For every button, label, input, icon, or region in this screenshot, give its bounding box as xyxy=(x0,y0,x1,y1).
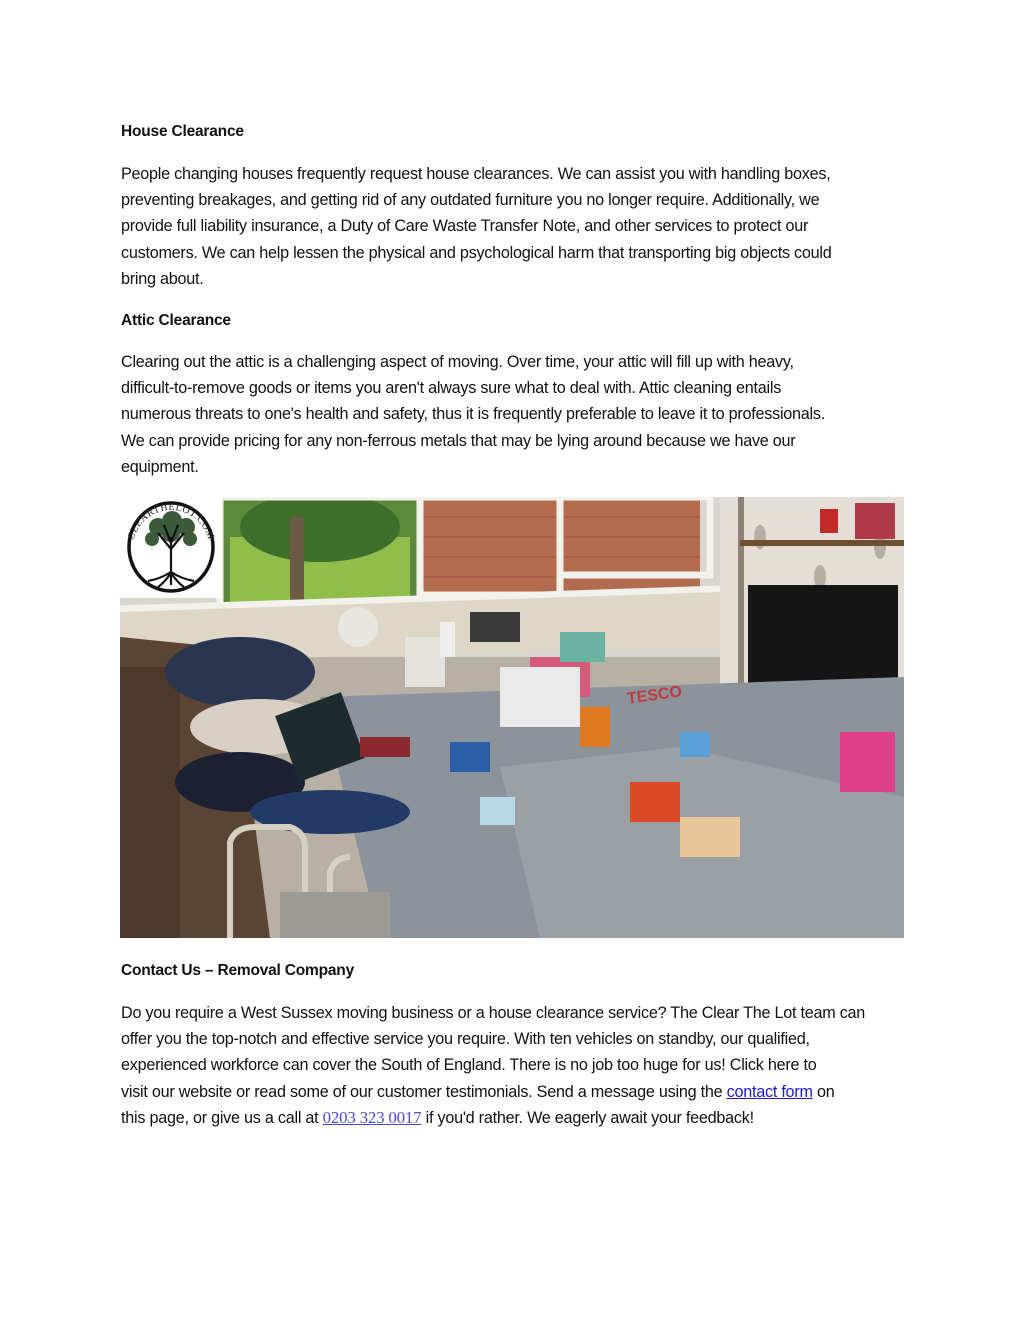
cleanthelot-logo xyxy=(120,497,222,598)
cluttered-room-photo xyxy=(120,497,904,938)
text-line: equipment. xyxy=(121,457,199,476)
paragraph-house-clearance xyxy=(121,161,911,292)
text-line: difficult-to-remove goods or items you aren't always sure what to deal with. Attic cleaning entails xyxy=(121,379,782,398)
text-line: Clearing out the attic is a challenging aspect of moving. Over time, your attic will fill up with heavy, xyxy=(121,353,794,371)
text-line: experienced workforce can cover the South of England. There is no job too huge for us! Click here to xyxy=(121,1056,817,1075)
text-line: customers. We can help lessen the physical and psychological harm that transporting big objects could xyxy=(121,243,832,262)
text-line: People changing houses frequently request house clearances. We can assist you with handling boxes, xyxy=(121,165,831,183)
heading-attic-clearance: Attic Clearance xyxy=(121,312,231,329)
tree-of-life-logo-icon xyxy=(120,497,222,598)
text-line xyxy=(121,1105,911,1131)
phone-number-link[interactable]: 0203 323 0017 xyxy=(322,1107,422,1127)
room-illustration xyxy=(120,497,904,938)
contact-form-link[interactable]: contact form xyxy=(726,1082,813,1101)
paragraph-contact-us xyxy=(121,1000,911,1131)
text-line: offer you the top-notch and effective service you require. With ten vehicles on standby, our qualified, xyxy=(121,1030,810,1049)
text-line: We can provide pricing for any non-ferrous metals that may be lying around because we have our xyxy=(121,431,796,450)
text-line: bring about. xyxy=(121,269,204,288)
text-line: numerous threats to one's health and safety, thus it is frequently preferable to leave it to professionals. xyxy=(121,405,825,424)
heading-house-clearance: House Clearance xyxy=(121,123,244,140)
shopping-bag-label: TESCO xyxy=(626,683,683,708)
text-fragment: on xyxy=(812,1082,835,1101)
logo-text: CLEARTHELOT.COM xyxy=(125,501,217,541)
text-line: provide full liability insurance, a Duty of Care Waste Transfer Note, and other services to protect our xyxy=(121,217,809,236)
text-line: Do you require a West Sussex moving business or a house clearance service? The Clear The Lot team can xyxy=(121,1004,866,1022)
text-line xyxy=(121,1079,911,1105)
text-fragment: visit our website or read some of our customer testimonials. Send a message using the xyxy=(121,1082,727,1101)
text-fragment: if you'd rather. We eagerly await your feedback! xyxy=(421,1108,754,1127)
paragraph-attic-clearance xyxy=(121,349,911,480)
heading-contact-us: Contact Us – Removal Company xyxy=(121,962,354,979)
text-line: preventing breakages, and getting rid of any outdated furniture you no longer require. Additionally, we xyxy=(121,191,820,210)
text-fragment: this page, or give us a call at xyxy=(121,1108,323,1127)
